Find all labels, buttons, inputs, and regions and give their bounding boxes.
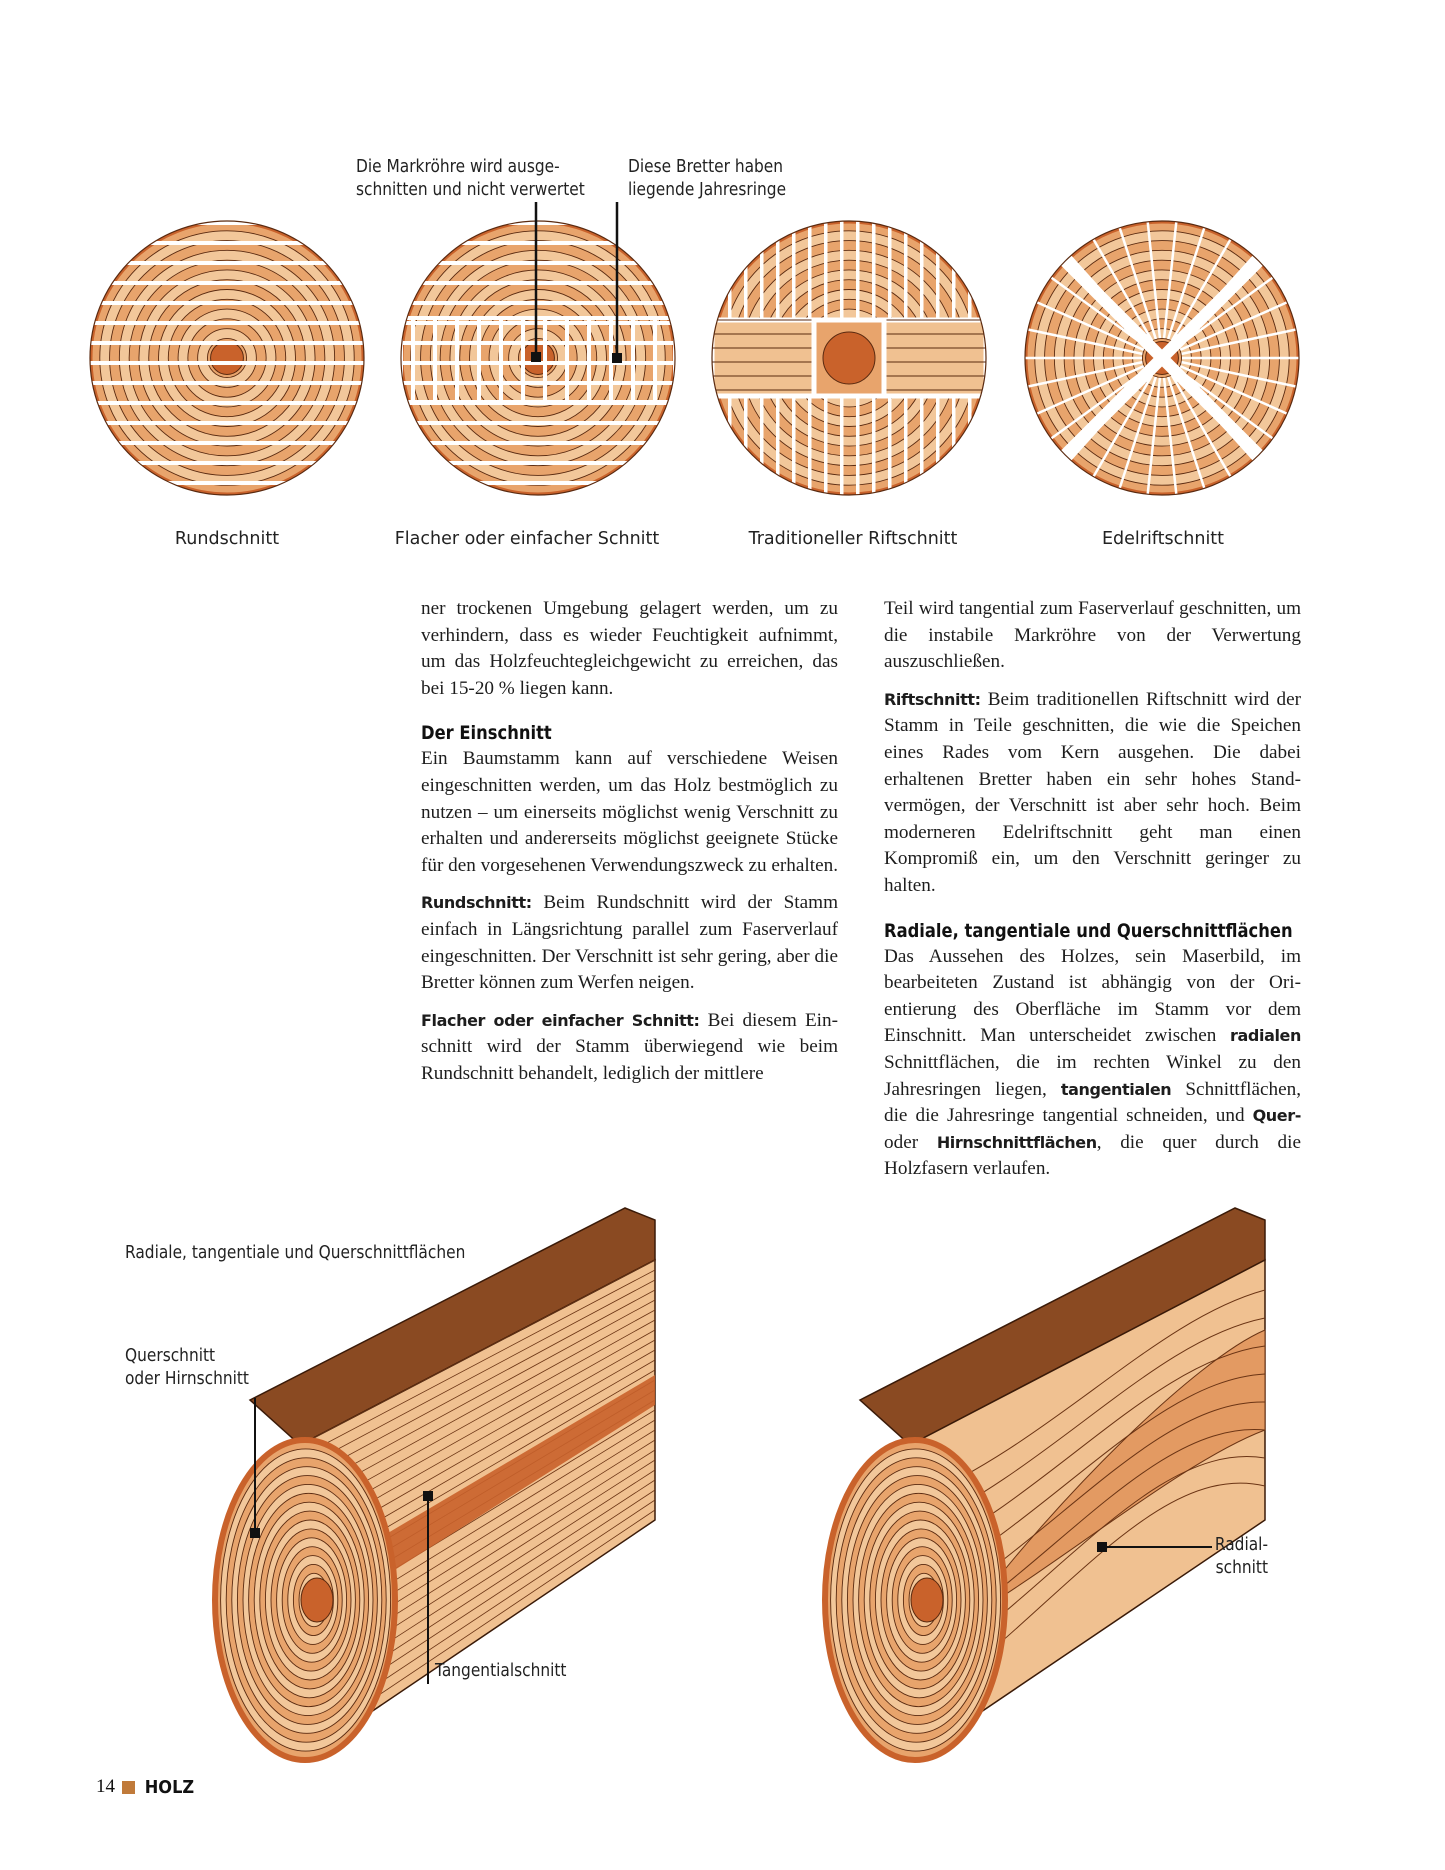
page-number: 14 xyxy=(96,1776,115,1797)
saw-kerf xyxy=(90,381,364,385)
text-part-1: Das Aussehen des Holzes, sein Maserbild, im bearbeiteten Zustand ist abhängig von der Orientierung des Oberfläche im Stamm vor dem Einschnitt. Man unterscheidet zwischen xyxy=(884,945,1301,1047)
callout-dot-bretter xyxy=(612,353,622,363)
saw-kerf xyxy=(543,318,547,402)
saw-kerf xyxy=(90,401,364,405)
saw-kerf xyxy=(401,261,675,265)
saw-kerf xyxy=(565,318,569,402)
saw-kerf xyxy=(90,361,364,365)
text-part-2: Schnittflächen, die im rechten Winkel zu den Jahresringen liegen, xyxy=(884,1051,1301,1100)
lead-riftschnitt: Riftschnitt: xyxy=(884,689,981,709)
saw-kerf xyxy=(401,421,675,425)
text-part-4: oder xyxy=(884,1131,937,1153)
text-riftschnitt: Beim traditionellen Riftschnitt wird der Stamm in Teile geschnitten, die wie die Speichen eines Rades vom Kern ausgehen. Die dabei erhaltenen Bretter haben ein sehr hohes Standvermögen, der Verschnitt ist aber sehr hoch. Beim moderneren Edelriftschnitt geht man einen Kompromiß ein, um den Verschnitt geringer zu halten. xyxy=(884,688,1301,896)
callout-tangentialschnitt: Tangentialschnitt xyxy=(435,1661,567,1681)
callout-bretter-line1: Diese Bretter haben xyxy=(628,157,784,177)
cross-section-1-pith xyxy=(211,342,244,375)
log-left-pith xyxy=(301,1578,333,1622)
saw-kerf xyxy=(499,318,503,402)
callout-markrohre xyxy=(356,156,585,202)
page-footer xyxy=(96,1776,197,1798)
bold-radialen: radialen xyxy=(1230,1026,1301,1046)
log-cross-section-1 xyxy=(90,221,364,495)
saw-kerf xyxy=(90,441,364,445)
saw-kerf xyxy=(401,461,675,465)
callout-bretter-line2: liegende Jahresringe xyxy=(628,180,787,200)
log-cross-section-4 xyxy=(1025,221,1299,495)
section-square-icon xyxy=(122,1781,135,1794)
callout-radial-line1: Radial- xyxy=(1214,1535,1269,1555)
bottom-figure-title: Radiale, tangentiale und Querschnittflächen xyxy=(125,1243,466,1263)
intro-paragraph-left: ner trockenen Umgebung gelagert werden, um zu verhindern, dass es wieder Feuchtigkeit aufnimmt, um das Holzfeuchtegleichgewicht zu erreichen, das bei 15-20 % liegen kann. xyxy=(421,598,838,699)
paragraph-einschnitt: Ein Baumstamm kann auf verschiedene Weisen eingeschnitten werden, um das Holz bestmöglich zu nutzen – um einerseits möglichst wenig Verschnitt zu erhalten und andererseits möglichst geeignete Stücke für den vorgesehenen Verwendungszweck zu erhalten. xyxy=(421,748,838,876)
bold-quer: Quer- xyxy=(1252,1106,1301,1126)
saw-kerf xyxy=(587,318,591,402)
callout-querschnitt-line2: oder Hirnschnitt xyxy=(125,1369,249,1389)
right-column xyxy=(884,596,1301,1194)
saw-kerf xyxy=(411,318,415,402)
callout-dot-tangential xyxy=(423,1491,433,1501)
label-traditioneller-riftschnitt: Traditioneller Riftschnitt xyxy=(748,529,958,549)
saw-kerf xyxy=(401,281,675,285)
saw-kerf xyxy=(401,301,675,305)
label-edelriftschnitt: Edelriftschnitt xyxy=(1101,529,1225,549)
bold-hirnschnittflaechen: Hirnschnittflächen xyxy=(936,1132,1097,1152)
saw-kerf xyxy=(90,341,364,345)
saw-kerf xyxy=(521,318,525,402)
callout-radial-line2: schnitt xyxy=(1215,1558,1269,1578)
callout-dot-radial xyxy=(1097,1542,1107,1552)
saw-kerf xyxy=(90,261,364,265)
paragraph-schnittflaechen xyxy=(884,944,1301,1183)
saw-kerf xyxy=(90,281,364,285)
saw-kerf xyxy=(90,321,364,325)
saw-kerf xyxy=(90,241,364,245)
bold-tangentialen: tangentialen xyxy=(1060,1079,1172,1099)
saw-kerf xyxy=(477,318,481,402)
saw-kerf xyxy=(631,318,635,402)
section-name: HOLZ xyxy=(144,1776,195,1798)
text-part-5: , die quer durch die Holzfasern verlaufen. xyxy=(884,1131,1302,1180)
saw-kerf xyxy=(455,318,459,402)
saw-kerf xyxy=(90,461,364,465)
paragraph-riftschnitt xyxy=(884,687,1301,900)
lead-rundschnitt: Rundschnitt: xyxy=(421,893,532,913)
text-rundschnitt: Beim Rundschnitt wird der Stamm einfach in Längsrichtung parallel zum Faserverlauf eingeschnitten. Der Verschnitt ist sehr gering, aber die Bretter können zum Werfen neigen. xyxy=(421,892,838,994)
label-rundschnitt: Rundschnitt xyxy=(174,529,280,549)
saw-kerf xyxy=(401,441,675,445)
paragraph-flacher-schnitt xyxy=(421,1008,838,1088)
saw-kerf xyxy=(401,241,675,245)
saw-kerf xyxy=(653,318,657,402)
heading-der-einschnitt: Der Einschnitt xyxy=(421,722,552,745)
saw-kerf xyxy=(90,421,364,425)
intro-paragraph-right: Teil wird tangential zum Faserverlauf geschnitten, um die instabile Markröhre von der Verwertung auszuschließen. xyxy=(884,598,1301,673)
callout-querschnitt xyxy=(125,1345,249,1391)
paragraph-rundschnitt xyxy=(421,890,838,996)
saw-kerf xyxy=(90,301,364,305)
callout-bretter xyxy=(628,156,786,202)
callout-radialschnitt xyxy=(1213,1534,1268,1580)
lead-flacher-schnitt: Flacher oder einfacher Schnitt: xyxy=(421,1010,700,1030)
saw-kerf xyxy=(90,221,364,225)
callout-markrohre-line1: Die Markröhre wird ausge- xyxy=(356,157,560,177)
log-surfaces-figure xyxy=(0,1200,1445,1800)
callout-dot-querschnitt xyxy=(250,1528,260,1538)
callout-querschnitt-line1: Querschnitt xyxy=(125,1346,216,1366)
log-right-pith xyxy=(911,1578,943,1622)
saw-kerf xyxy=(401,221,675,225)
sawing-patterns-figure xyxy=(0,0,1445,560)
saw-kerf xyxy=(433,318,437,402)
label-flacher-schnitt: Flacher oder einfacher Schnitt xyxy=(394,529,660,549)
log-cross-section-3 xyxy=(712,221,988,495)
saw-kerf xyxy=(90,481,364,485)
callout-markrohre-line2: schnitten und nicht verwertet xyxy=(356,180,585,200)
saw-kerf xyxy=(401,481,675,485)
heading-radiale-flaechen: Radiale, tangentiale und Querschnittflächen xyxy=(884,919,1293,942)
text-part-3: Schnittflächen, die die Jahresringe tangential schneiden, und xyxy=(884,1078,1301,1127)
text-flacher-schnitt: Bei diesem Einschnitt wird der Stamm überwiegend wie beim Rundschnitt behandelt, lediglich der mittlere xyxy=(421,1009,838,1084)
callout-dot-markrohre xyxy=(531,352,541,362)
left-column xyxy=(421,596,838,1099)
